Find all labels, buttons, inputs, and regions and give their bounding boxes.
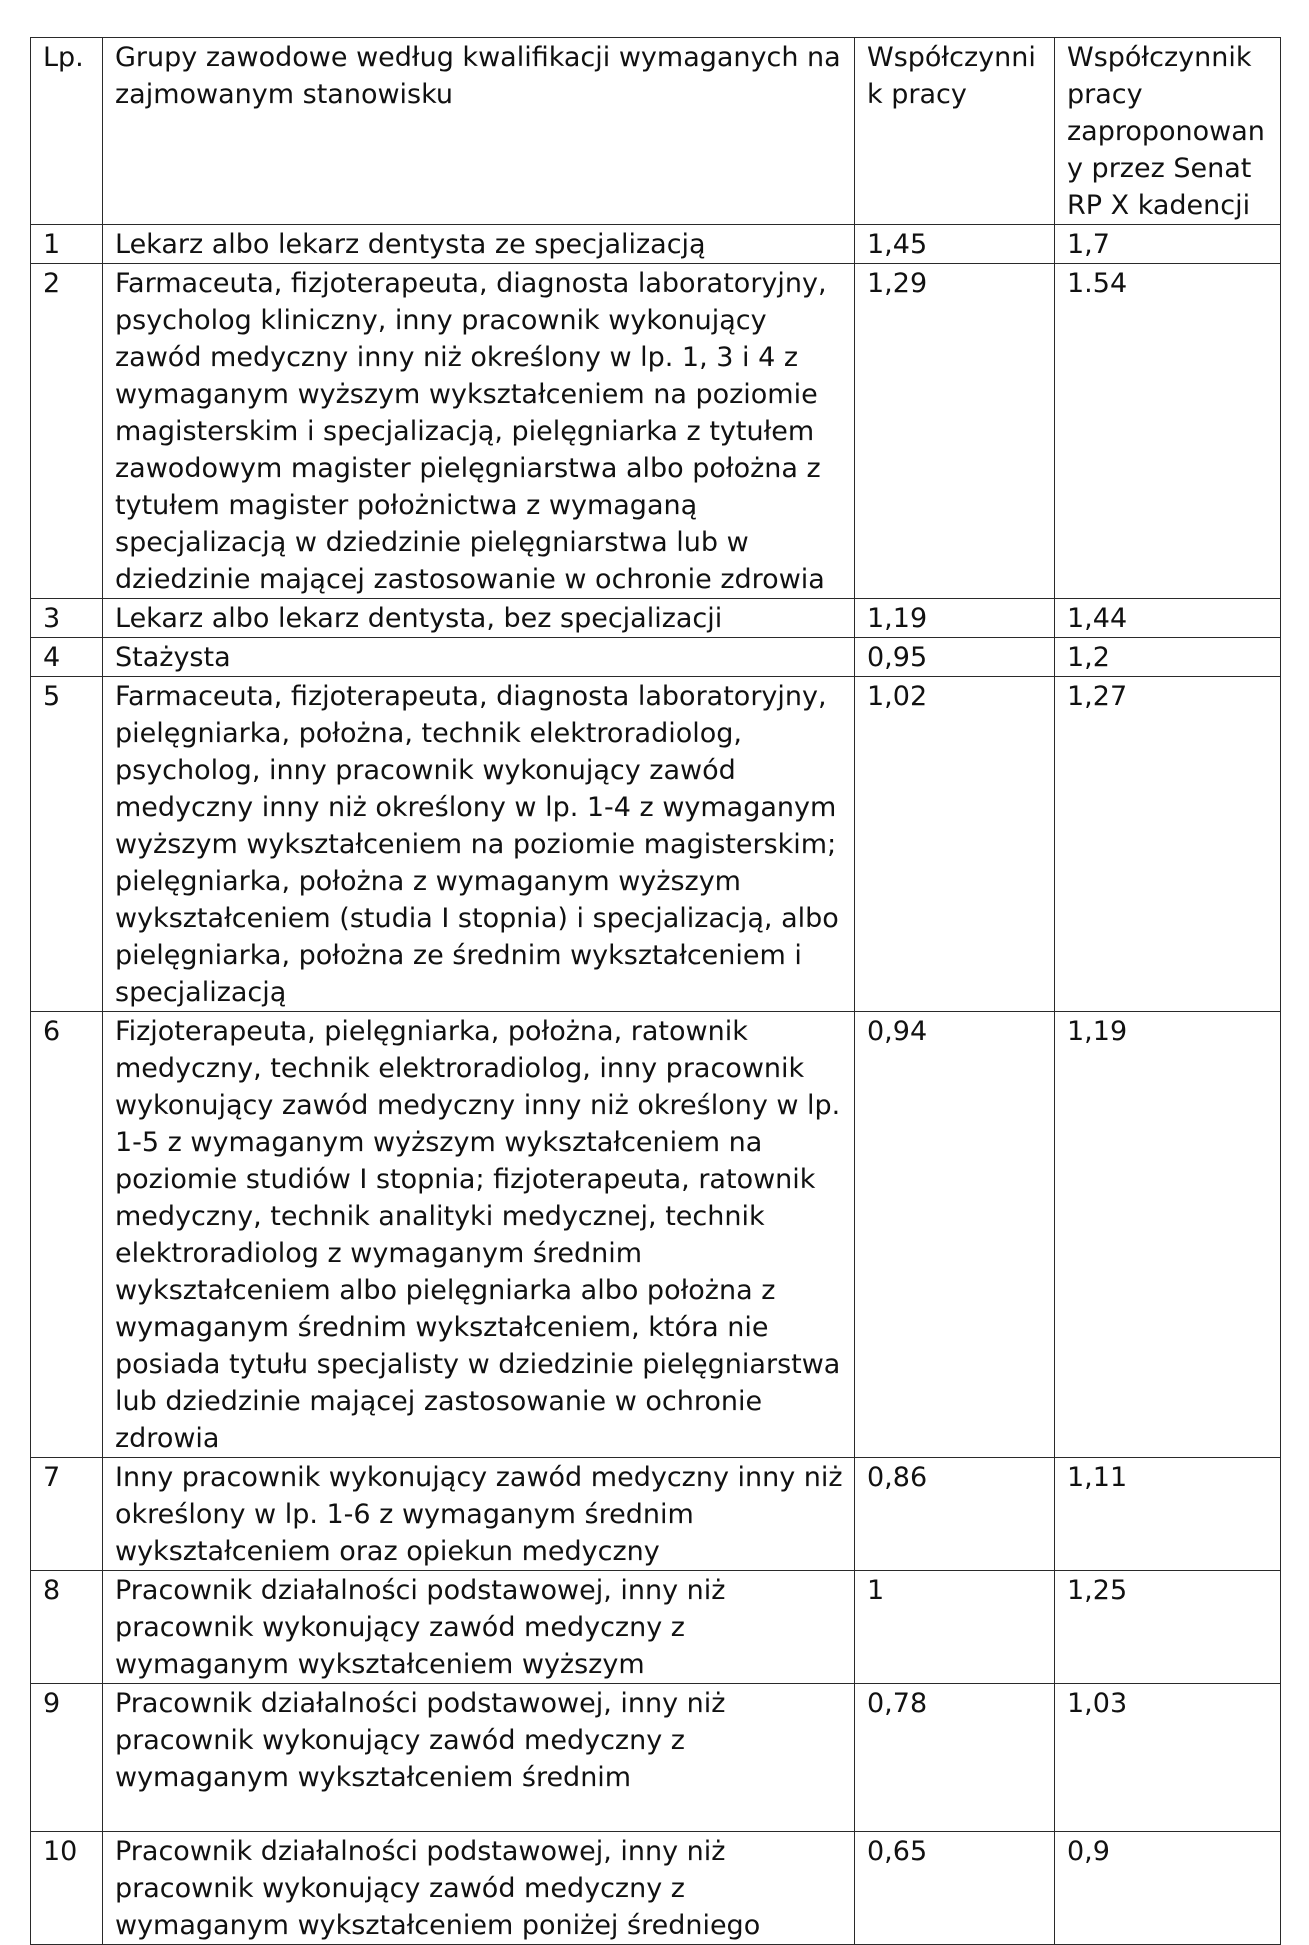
cell-group: Farmaceuta, fizjoterapeuta, diagnosta laboratoryjny, psycholog kliniczny, inny pracownik wykonujący zawód medyczny inny niż określony w lp. 1, 3 i 4 z wymaganym wyższym wykształceniem na poziomie magisterskim i specjalizacją, pielęgniarka z tytułem zawodowym magister pielęgniarstwa albo położna z tytułem magister położnictwa z wymaganą specjalizacją w dziedzinie pielęgniarstwa lub w dziedzinie mającej zastosowanie w ochronie zdrowia [103, 264, 855, 599]
header-proposed: Współczynnik pracy zaproponowany przez Senat RP X kadencji [1055, 38, 1281, 225]
cell-proposed: 1,7 [1055, 225, 1281, 264]
cell-group: Pracownik działalności podstawowej, inny niż pracownik wykonujący zawód medyczny z wymaganym wykształceniem poniżej średniego [103, 1832, 855, 1945]
cell-lp: 2 [31, 264, 103, 599]
table-row [31, 1012, 1281, 1458]
cell-proposed: 1,19 [1055, 1012, 1281, 1458]
cell-lp: 4 [31, 638, 103, 677]
cell-proposed: 1,11 [1055, 1458, 1281, 1571]
cell-lp: 9 [31, 1684, 103, 1832]
coefficients-table [30, 37, 1281, 1945]
cell-proposed: 1,27 [1055, 677, 1281, 1012]
header-group: Grupy zawodowe według kwalifikacji wymaganych na zajmowanym stanowisku [103, 38, 855, 225]
table-row [31, 1684, 1281, 1832]
cell-coefficient: 0,94 [855, 1012, 1055, 1458]
cell-coefficient: 0,78 [855, 1684, 1055, 1832]
table-row [31, 225, 1281, 264]
cell-coefficient: 1,45 [855, 225, 1055, 264]
cell-coefficient: 1,19 [855, 599, 1055, 638]
cell-group: Pracownik działalności podstawowej, inny niż pracownik wykonujący zawód medyczny z wymaganym wykształceniem wyższym [103, 1571, 855, 1684]
cell-coefficient: 1 [855, 1571, 1055, 1684]
table-row [31, 1832, 1281, 1945]
table-row [31, 599, 1281, 638]
cell-group: Stażysta [103, 638, 855, 677]
cell-lp: 3 [31, 599, 103, 638]
cell-group: Lekarz albo lekarz dentysta ze specjalizacją [103, 225, 855, 264]
cell-lp: 8 [31, 1571, 103, 1684]
cell-proposed: 1,03 [1055, 1684, 1281, 1832]
table-row [31, 677, 1281, 1012]
cell-group: Pracownik działalności podstawowej, inny niż pracownik wykonujący zawód medyczny z wymaganym wykształceniem średnim [103, 1684, 855, 1832]
cell-lp: 6 [31, 1012, 103, 1458]
header-coefficient: Współczynnik pracy [855, 38, 1055, 225]
cell-lp: 1 [31, 225, 103, 264]
cell-proposed: 1,25 [1055, 1571, 1281, 1684]
table-row [31, 264, 1281, 599]
cell-group: Farmaceuta, fizjoterapeuta, diagnosta laboratoryjny, pielęgniarka, położna, technik elektroradiolog, psycholog, inny pracownik wykonujący zawód medyczny inny niż określony w lp. 1-4 z wymaganym wyższym wykształceniem na poziomie magisterskim; pielęgniarka, położna z wymaganym wyższym wykształceniem (studia I stopnia) i specjalizacją, albo pielęgniarka, położna ze średnim wykształceniem i specjalizacją [103, 677, 855, 1012]
cell-group: Inny pracownik wykonujący zawód medyczny inny niż określony w lp. 1-6 z wymaganym średnim wykształceniem oraz opiekun medyczny [103, 1458, 855, 1571]
header-lp: Lp. [31, 38, 103, 225]
cell-coefficient: 0,95 [855, 638, 1055, 677]
cell-group: Fizjoterapeuta, pielęgniarka, położna, ratownik medyczny, technik elektroradiolog, inny pracownik wykonujący zawód medyczny inny niż określony w lp. 1-5 z wymaganym wyższym wykształceniem na poziomie studiów I stopnia; fizjoterapeuta, ratownik medyczny, technik analityki medycznej, technik elektroradiolog z wymaganym średnim wykształceniem albo pielęgniarka albo położna z wymaganym średnim wykształceniem, która nie posiada tytułu specjalisty w dziedzinie pielęgniarstwa lub dziedzinie mającej zastosowanie w ochronie zdrowia [103, 1012, 855, 1458]
cell-proposed: 1,44 [1055, 599, 1281, 638]
cell-proposed: 1,2 [1055, 638, 1281, 677]
table-row [31, 1458, 1281, 1571]
cell-coefficient: 0,65 [855, 1832, 1055, 1945]
cell-coefficient: 1,29 [855, 264, 1055, 599]
table-row [31, 638, 1281, 677]
cell-lp: 5 [31, 677, 103, 1012]
cell-proposed: 0,9 [1055, 1832, 1281, 1945]
cell-coefficient: 1,02 [855, 677, 1055, 1012]
cell-group: Lekarz albo lekarz dentysta, bez specjalizacji [103, 599, 855, 638]
cell-lp: 7 [31, 1458, 103, 1571]
cell-proposed: 1.54 [1055, 264, 1281, 599]
table-header-row [31, 38, 1281, 225]
table-row [31, 1571, 1281, 1684]
cell-coefficient: 0,86 [855, 1458, 1055, 1571]
cell-lp: 10 [31, 1832, 103, 1945]
